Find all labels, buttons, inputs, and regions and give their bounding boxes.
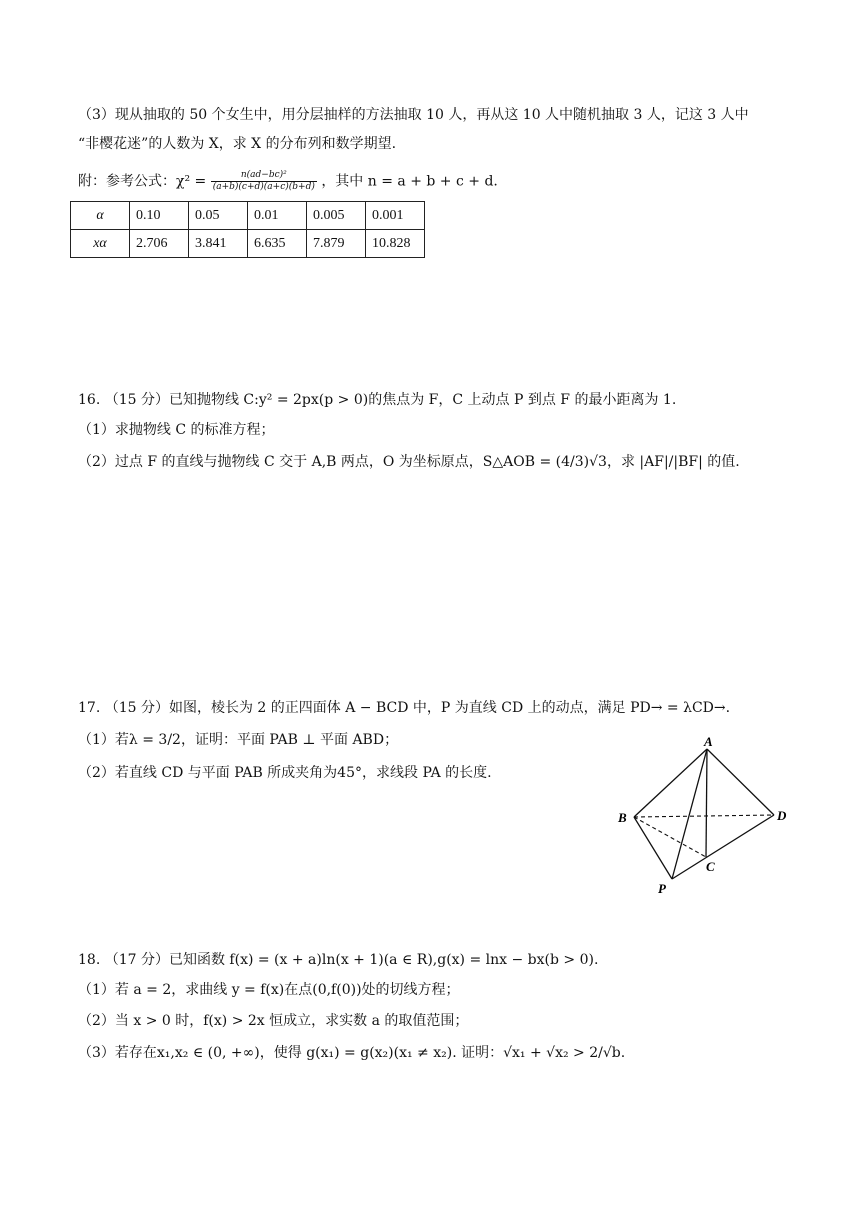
label-d: D (777, 808, 787, 823)
q17-part2: （2）若直线 CD 与平面 PAB 所成夹角为45°，求线段 PA 的长度. (78, 765, 492, 781)
q15-formula (78, 170, 498, 193)
label-c: C (706, 859, 715, 874)
table-cell: 10.828 (366, 230, 425, 258)
table-cell: 0.001 (366, 202, 425, 230)
table-header-x-alpha: xα (71, 230, 130, 258)
edge-bc-hidden (634, 817, 706, 857)
q16-stem: 16. （15 分）已知抛物线 C:y² = 2px(p > 0)的焦点为 F，C 上动点 P 到点 F 的最小距离为 1. (78, 392, 677, 408)
edge-bp (634, 817, 672, 879)
edge-ac (706, 749, 707, 857)
formula-denominator: (a+b)(c+d)(a+c)(b+d) (212, 182, 315, 192)
table-cell: 7.879 (307, 230, 366, 258)
table-row (71, 202, 425, 230)
q18-part2: （2）当 x > 0 时，f(x) > 2x 恒成立，求实数 a 的取值范围； (78, 1013, 469, 1029)
table-cell: 0.01 (248, 202, 307, 230)
q15-part3-line2: “非樱花迷”的人数为 X，求 X 的分布列和数学期望. (78, 136, 397, 152)
q18-part3: （3）若存在x₁,x₂ ∈ (0, +∞)，使得 g(x₁) = g(x₂)(x₁ ≠ x₂). 证明：√x₁ + √x₂ > 2/√b. (78, 1045, 626, 1061)
edge-ad (707, 749, 774, 815)
q16-part1: （1）求抛物线 C 的标准方程； (78, 422, 275, 438)
q15-part3-line1: （3）现从抽取的 50 个女生中，用分层抽样的方法抽取 10 人，再从这 10 人中随机抽取 3 人，记这 3 人中 (78, 107, 749, 123)
label-b: B (618, 810, 627, 825)
tetrahedron-figure (610, 733, 800, 898)
q17-stem: 17. （15 分）如图，棱长为 2 的正四面体 A − BCD 中，P 为直线 CD 上的动点，满足 PD→ = λCD→. (78, 700, 731, 716)
table-header-alpha: α (71, 202, 130, 230)
table-cell: 0.05 (189, 202, 248, 230)
edge-bd-hidden (634, 815, 774, 817)
q17-part1: （1）若λ = 3/2，证明：平面 PAB ⊥ 平面 ABD； (78, 732, 399, 748)
edge-ab (634, 749, 707, 817)
formula-prefix: 附：参考公式：χ² = (78, 173, 211, 190)
table-cell: 0.005 (307, 202, 366, 230)
q18-stem: 18. （17 分）已知函数 f(x) = (x + a)ln(x + 1)(a ∈ R),g(x) = lnx − bx(b > 0). (78, 952, 599, 968)
table-cell: 3.841 (189, 230, 248, 258)
table-cell: 2.706 (130, 230, 189, 258)
q16-part2: （2）过点 F 的直线与抛物线 C 交于 A,B 两点，O 为坐标原点，S△AOB = (4/3)√3，求 |AF|/|BF| 的值. (78, 454, 740, 470)
label-p: P (658, 881, 666, 896)
edge-ap (672, 749, 707, 879)
label-a: A (704, 734, 713, 749)
critical-value-table (70, 201, 425, 258)
formula-numerator: n(ad−bc)² (211, 170, 317, 182)
formula-suffix: ，其中 n = a + b + c + d. (321, 173, 498, 190)
table-cell: 0.10 (130, 202, 189, 230)
q18-part1: （1）若 a = 2，求曲线 y = f(x)在点(0,f(0))处的切线方程； (78, 982, 460, 998)
formula-fraction (211, 170, 317, 193)
table-row (71, 230, 425, 258)
table-cell: 6.635 (248, 230, 307, 258)
